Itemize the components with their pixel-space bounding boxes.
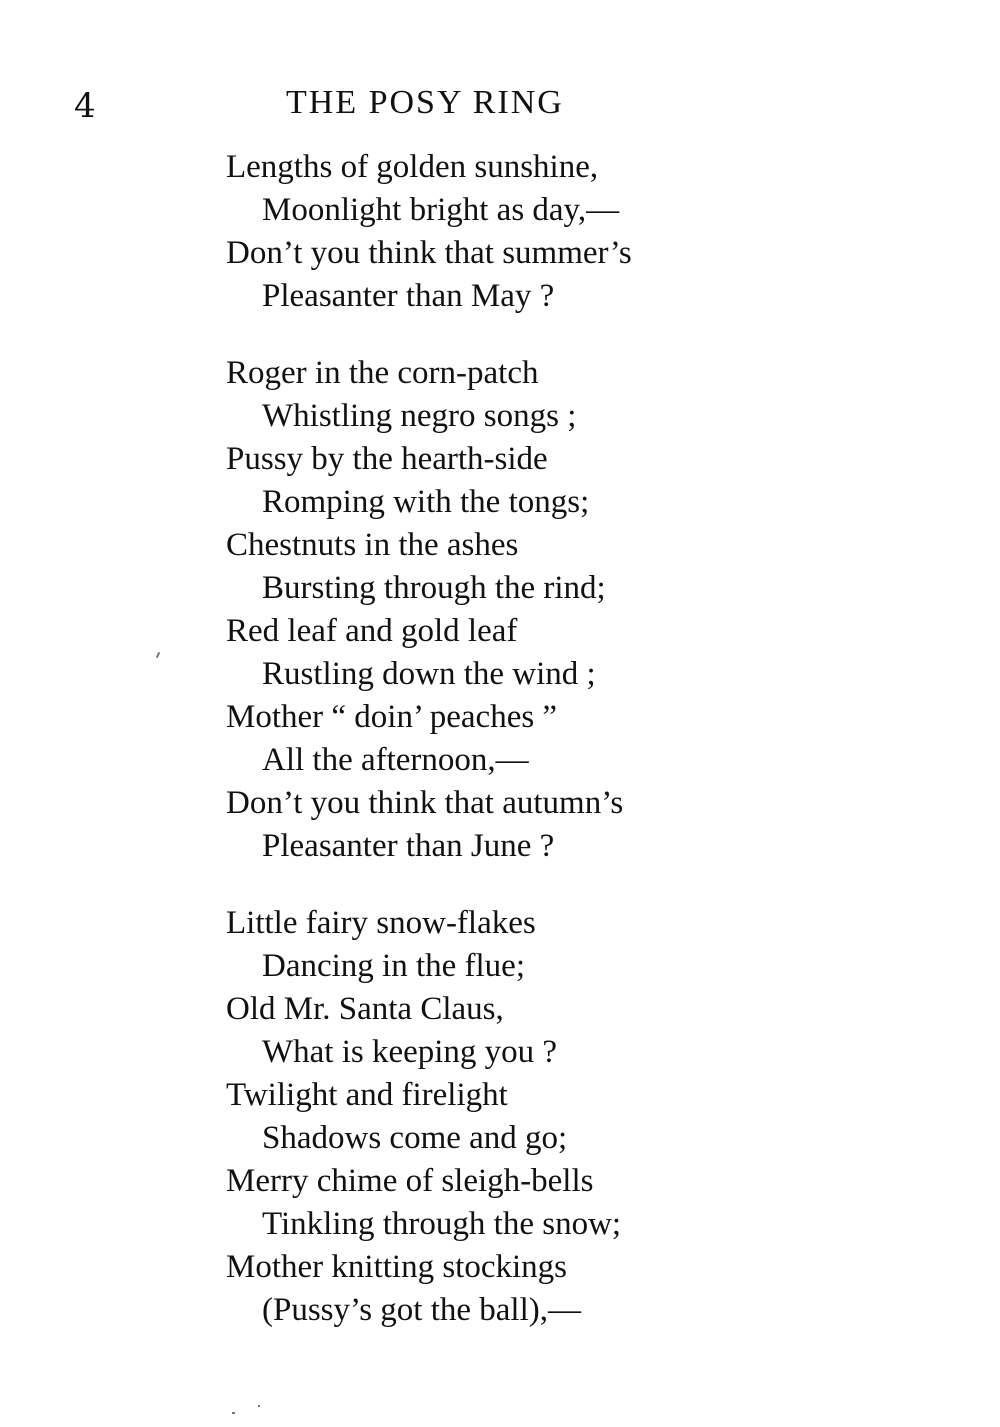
page-number: 4: [74, 86, 96, 126]
poem-line: Lengths of golden sunshine,: [226, 149, 599, 185]
poem-line: Merry chime of sleigh-bells: [226, 1163, 594, 1199]
poem-line: Twilight and firelight: [226, 1077, 508, 1113]
stanza: [226, 146, 926, 318]
stanza: [226, 902, 926, 1332]
page-header: [0, 84, 1000, 124]
stanza: [226, 352, 926, 868]
poem-line: Moonlight bright as day,—: [262, 192, 620, 228]
poem-line: All the afternoon,—: [262, 742, 529, 778]
poem-line: Romping with the tongs;: [262, 484, 590, 520]
poem-line: Pleasanter than May ?: [262, 278, 555, 314]
poem-line: What is keeping you ?: [262, 1034, 558, 1070]
poem-line: Mother knitting stockings: [226, 1249, 567, 1285]
poem: [226, 146, 926, 1366]
poem-line: Old Mr. Santa Claus,: [226, 991, 504, 1027]
poem-line: Chestnuts in the ashes: [226, 527, 519, 563]
poem-line: (Pussy’s got the ball),—: [262, 1292, 581, 1328]
poem-line: Tinkling through the snow;: [262, 1206, 622, 1242]
poem-line: Whistling negro songs ;: [262, 398, 577, 434]
poem-line: Pleasanter than June ?: [262, 828, 555, 864]
running-title: THE POSY RING: [286, 84, 564, 121]
poem-line: Roger in the corn-patch: [226, 355, 539, 391]
poem-line: Shadows come and go;: [262, 1120, 568, 1156]
poem-line: Don’t you think that autumn’s: [226, 785, 624, 821]
poem-line: Mother “ doin’ peaches ”: [226, 699, 558, 735]
poem-line: Don’t you think that summer’s: [226, 235, 632, 271]
poem-line: Pussy by the hearth-side: [226, 441, 548, 477]
poem-line: Red leaf and gold leaf: [226, 613, 518, 649]
poem-line: Bursting through the rind;: [262, 570, 606, 606]
scan-speck: [232, 1412, 235, 1414]
poem-line: Little fairy snow-flakes: [226, 905, 536, 941]
poem-line: Dancing in the flue;: [262, 948, 526, 984]
scan-speck: [156, 652, 160, 658]
scan-speck: [258, 1405, 260, 1407]
poem-line: Rustling down the wind ;: [262, 656, 596, 692]
